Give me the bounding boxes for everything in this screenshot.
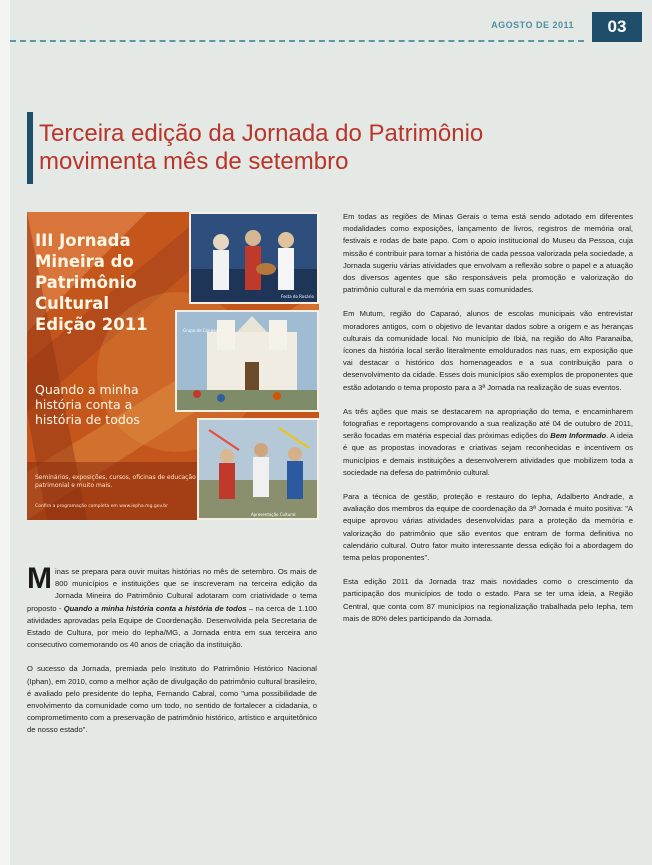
paragraph: Em Mutum, região do Caparaó, alunos de escolas municipais vão entrevistar moradores antigos, com o objetivo de levantar dados sobre a origem e as heranças culturais da comunidade local. No município de Ibiá, na região do Alto Paranaíba, ícones da história local serão literalmente emoldurados nas ruas, em exposição que vai destacar o histórico dos homenageados e a sua contribuição para o desenvolvimento da cidade. Esses dois municípios são exemplos de proponentes que estão adotando o tema proposto para a 3ª Jornada na realização de suas eventos. xyxy=(343,309,634,392)
title-accent-bar xyxy=(27,112,33,184)
poster-heading: III Jornada Mineira do Patrimônio Cultural Edição 2011 xyxy=(35,231,148,334)
page-gutter xyxy=(0,0,10,865)
article-right-column xyxy=(343,211,633,637)
issue-date: AGOSTO DE 2011 xyxy=(491,20,574,30)
paragraph-text: . A ideia é que as propostas inovadoras e criativas sejam reconhecidas e incentivem os municípios e demais instituições a desenvolverem atividades que mobilizem toda a sociedade na defesa do patrimônio cultural. xyxy=(343,431,633,477)
photo3-caption: Apresentação Cultural xyxy=(251,512,296,517)
title-line-2: movimenta mês de setembro xyxy=(39,148,349,175)
article-left-column xyxy=(27,562,317,749)
header-divider xyxy=(10,40,584,42)
paragraph: Em todas as regiões de Minas Gerais o tema está sendo adotado em diferentes modalidades como exposições, lançamento de livros, registros de memória oral, festivais e rodas de bate papo. Com o apoio institucional do Museu da Pessoa, cuja missão é contribuir para tornar a história de cada pessoa valorizada pela sociedade, a Jornada sugeriu várias atividades que envolvam a reflexão sobre o papel e a atuação dos diversos agentes que são responsáveis pela promoção e valorização do patrimônio cultural e da memória em suas comunidades. xyxy=(343,212,633,295)
photo-dancers xyxy=(197,418,319,520)
paragraph-text: As três ações que mais se destacarem na apropriação do tema, e encaminharem fotografias e reportagens comprovando a sua realização até 04 de outubro de 2011, serão focadas em matéria especial das próximas edições do xyxy=(343,406,633,441)
event-poster xyxy=(27,212,319,520)
poster-activities-text: Seminários, exposições, cursos, oficinas de educação patrimonial e muito mais. xyxy=(35,474,196,489)
paragraph: Para a técnica de gestão, proteção e restauro do Iepha, Adalberto Andrade, a avaliação dos membros da equipe de coordenação da 3ª Jornada é muito positiva: "A equipe aprovou várias atividades desenvolvidas para a proteção da memória e valorização do patrimônio que são eventos que entram de forma definitiva no calendário cultural. Outro fator muito interessante dessa edição foi a abordagem do tema pelos proponentes". xyxy=(343,492,633,563)
photo2-caption: Grupo de Congado xyxy=(183,328,221,333)
paragraph-text: – na cerca de 1.100 atividades aprovadas pela Equipe de Coordenação. Desenvolvida pela Secretaria de Estado de Cultura, por meio do Iepha/MG, a Jornada entra em sua terceira ano consecutivo comemorando os 40 anos de criação da instituição. xyxy=(27,603,317,650)
page-number: 03 xyxy=(592,12,642,42)
drop-cap: M xyxy=(27,562,52,595)
paragraph xyxy=(343,406,633,479)
article-title xyxy=(39,120,599,176)
poster-website-text: Confira a programação completa em www.iepha.mg.gov.br xyxy=(35,504,168,509)
paragraph-text: inas se prepara para ouvir muitas histórias no mês de setembro. Os mais de 800 municípios e instituições que se inscreveram na terceira edição da Jornada Mineira do Patrimônio Cultural adotaram com criatividade o tema proposto - xyxy=(27,567,317,613)
lead-paragraph xyxy=(27,562,317,651)
title-line-1: Terceira edição da Jornada do Patrimônio xyxy=(39,120,484,147)
paragraph: Esta edição 2011 da Jornada traz mais novidades como o crescimento da participação dos municípios de todo o estado. Para se ter uma ideia, a Região Central, que conta com 87 municípios na regionalização trabalhada pelo Iepha, tem mais de 80% deles participando da Jornada. xyxy=(343,577,633,623)
poster-tagline: Quando a minha história conta a história de todos xyxy=(35,382,140,427)
photo-musicians xyxy=(189,212,319,304)
emphasis: Quando a minha história conta a história de todos xyxy=(63,603,247,613)
photo1-caption: Festa do Rosário xyxy=(281,294,314,299)
emphasis: Bem Informado xyxy=(550,431,607,441)
paragraph: O sucesso da Jornada, premiada pelo Instituto do Patrimônio Histórico Nacional (Iphan), em 2010, como a melhor ação de divulgação do patrimônio cultural brasileiro, é avaliado pelo presidente do Iepha, Fernando Cabral, como "uma possibilidade de envolvimento da comunidade como um todo, no sentido de fortalecer a cidadania, o comprometimento com a preservação de patrimônio histórico, artístico e arquitetônico de nosso estado". xyxy=(27,664,317,735)
